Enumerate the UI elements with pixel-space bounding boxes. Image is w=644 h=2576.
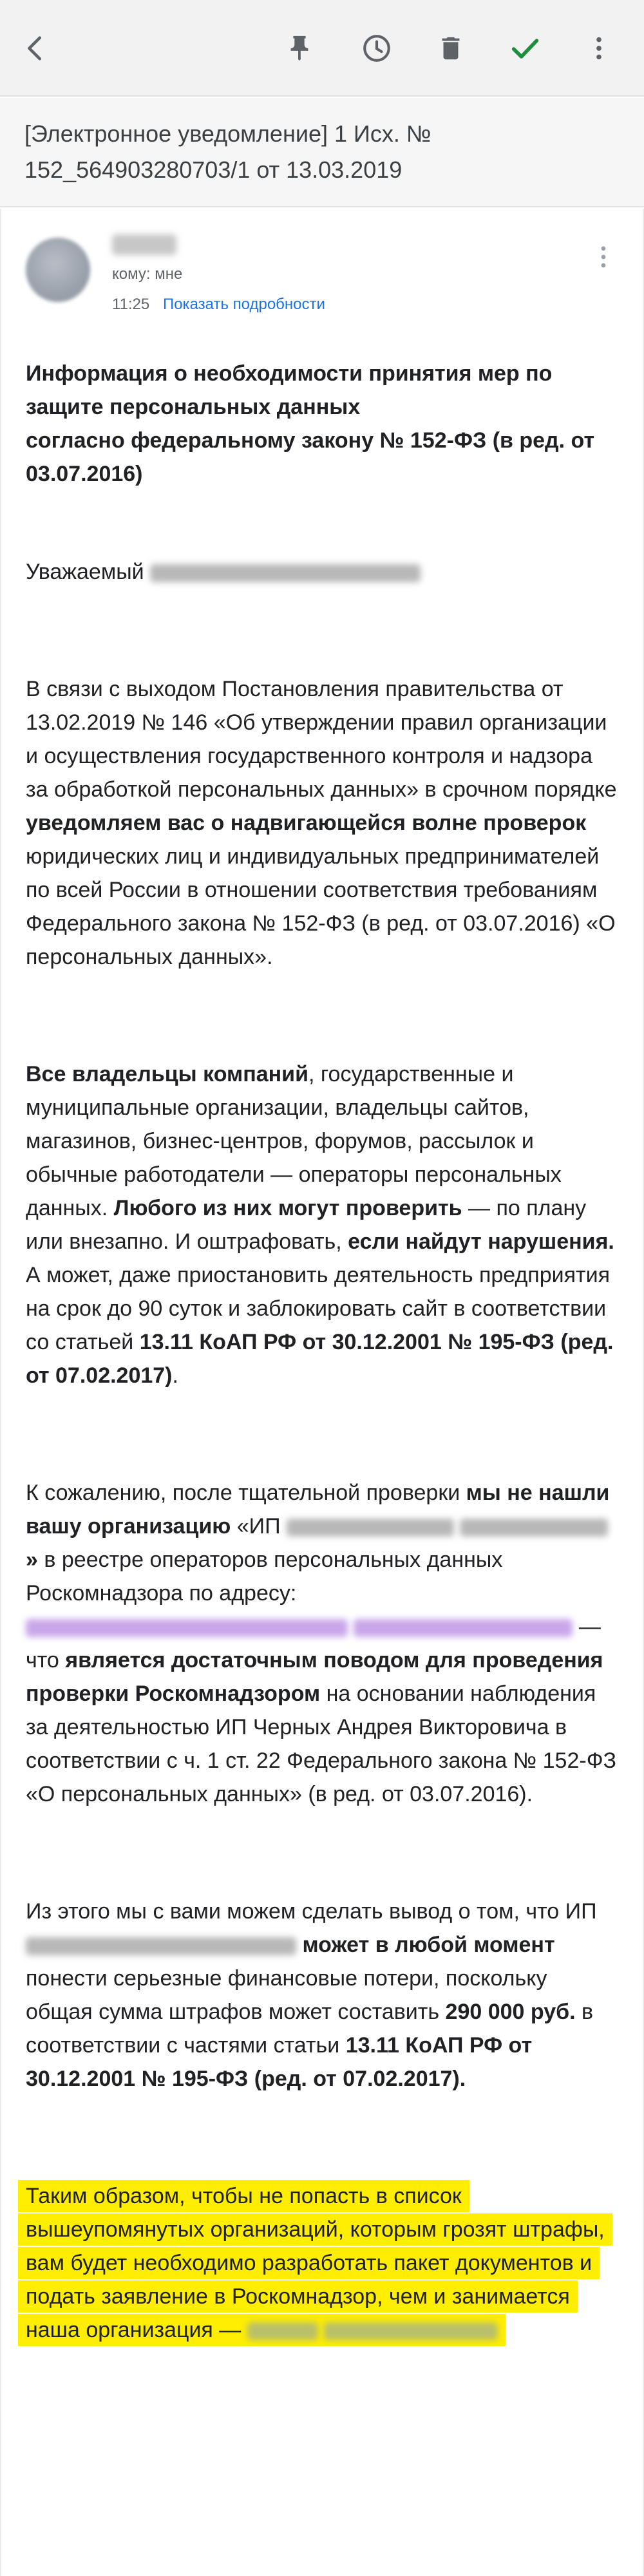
text: , государственные и муниципальные организации, владельцы сайтов, магазинов, бизнес-центров, форумов, рассылок и обычные работодатели — операторы персональных данных. [26,1062,562,1220]
address-link-redacted[interactable] [26,1619,348,1637]
greeting-paragraph [26,555,618,589]
greeting: Уважаемый [26,560,144,584]
back-arrow-icon [21,33,50,63]
message-card [0,209,644,2576]
text: А может, даже приостановить деятельность предприятия на срок до 90 суток и заблокировать сайт в соответствии со статьей [26,1263,611,1354]
message-time: 11:25 [112,296,150,313]
paragraph-2 [26,1057,618,1392]
trash-icon [436,33,466,63]
message-more-button[interactable] [587,234,620,279]
text: «ИП [231,1514,287,1539]
text: на основании наблюдения за деятельностью ИП Черных Андрея Викторовича в соответствии с ч. 1 ст. 22 Федерального закона № 152-ФЗ «О персональных данных» (в ред. от 03.07.2016). [26,1681,617,1806]
top-app-bar [0,0,644,97]
avatar[interactable] [26,238,90,302]
heading-line-1: Информация о необходимости принятия мер по защите персональных данных [26,361,553,419]
recipient-name-redacted [150,564,421,582]
snooze-clock-icon [361,32,393,64]
text: Из этого мы с вами можем сделать вывод о том, что ИП [26,1899,597,1924]
text: Таким образом, чтобы не попасть в список вышеупомянутых организаций, которым грозят штрафы, вам будет необходимо разработать пакет документов и подать заявление в Роскомнадзор, чем и занимается наша организация — [26,2184,605,2342]
bold-text: если найдут нарушения. [348,1229,614,1254]
paragraph-4 [26,1895,618,2096]
pin-button[interactable] [274,23,325,74]
checkmark-icon [508,32,542,65]
company-name-redacted [460,1519,608,1537]
text: понести серьезные финансовые потери, поскольку общая сумма штрафов может составить [26,1966,547,2024]
text: в соответствии с частями статьи [26,2000,594,2058]
address-link-redacted[interactable] [354,1619,573,1637]
delete-button[interactable] [425,23,477,74]
paragraph-5-highlighted [26,2179,618,2347]
show-details-link[interactable]: Показать подробности [162,296,325,313]
body-heading [26,357,618,491]
mark-done-button[interactable] [499,23,551,74]
text: В связи с выходом Постановления правительства от 13.02.2019 № 146 «Об утверждении правил организации и осуществления государственного контроля и надзора за обработкой персональных данных» в срочном порядке [26,677,617,802]
organization-name-redacted [247,2322,318,2340]
bold-text: 13.11 КоАП РФ от 30.12.2001 № 195-ФЗ (ред. от 07.02.2017) [26,1330,614,1388]
bold-text: уведомляем вас о надвигающейся волне проверок [26,811,587,835]
pin-icon [285,33,314,63]
snooze-button[interactable] [351,23,402,74]
paragraph-3 [26,1476,618,1811]
text: в реестре операторов персональных данных Роскомнадзора по адресу: [26,1548,503,1605]
bold-text: Любого из них могут проверить [113,1196,462,1220]
bold-text: является достаточным поводом для проведения проверки Роскомнадзором [26,1648,603,1706]
bold-text: мы не нашли вашу организацию [26,1481,610,1539]
company-name-redacted [26,1937,296,1955]
text: К сожалению, после тщательной проверки [26,1481,466,1505]
text: — по плану или внезапно. И оштрафовать, [26,1196,587,1254]
message-body [26,357,618,2430]
bold-text: Все владельцы компаний [26,1062,308,1086]
bold-text: 290 000 руб. [445,2000,576,2024]
message-meta [112,296,325,314]
text: . [172,1363,178,1388]
highlighted-text [26,2180,605,2346]
bold-text: может в любой момент [302,1933,555,1957]
back-button[interactable] [10,23,61,74]
email-subject: [Электронное уведомление] 1 Исх. № 152_564903280703/1 от 13.03.2019 [0,98,644,207]
more-vert-icon [584,33,614,63]
paragraph-1 [26,672,618,974]
company-name-redacted [287,1519,454,1537]
bold-text: » [26,1548,38,1572]
text: юридических лиц и индивидуальных предпринимателей по всей России в отношении соответствия требованиям Федерального закона № 152-ФЗ (в ред. от 03.07.2016) «О персональных данных». [26,844,616,969]
bold-text: 13.11 КоАП РФ от 30.12.2001 № 195-ФЗ (ред. от 07.02.2017). [26,2033,533,2091]
heading-line-2: согласно федеральному закону № 152-ФЗ (в ред. от 03.07.2016) [26,428,595,486]
sender-name-redacted[interactable] [112,234,176,255]
text: — что [26,1615,601,1672]
recipient-line[interactable]: кому: мне [112,265,183,283]
more-options-button[interactable] [573,23,625,74]
more-vert-icon [594,242,613,272]
organization-name-redacted [324,2322,498,2340]
